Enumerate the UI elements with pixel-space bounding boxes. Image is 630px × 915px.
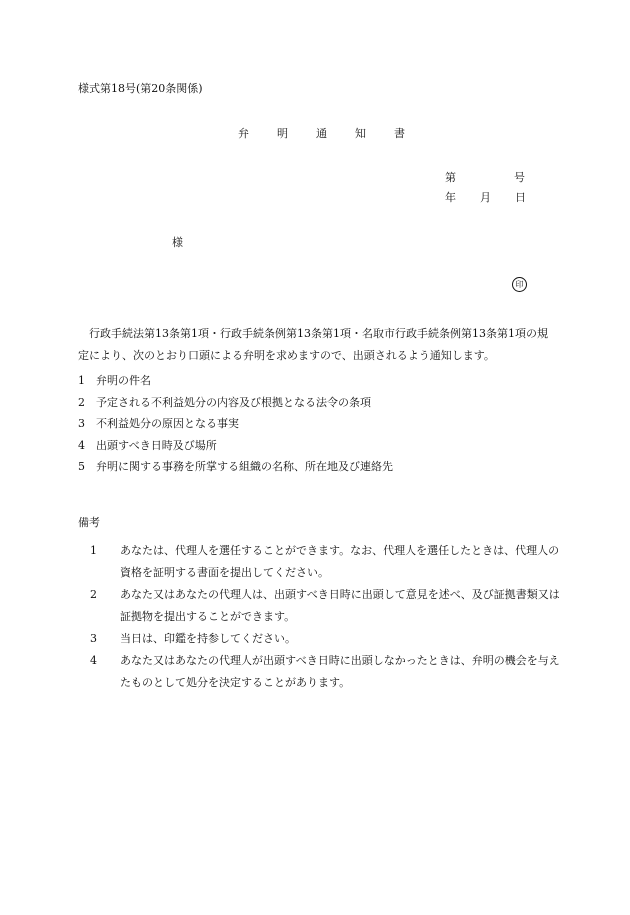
title-char: 弁 xyxy=(238,127,249,140)
title-char: 書 xyxy=(394,127,405,140)
date-month: 月 xyxy=(480,191,491,204)
notes-heading: 備考 xyxy=(78,516,100,529)
document-title xyxy=(238,128,405,139)
list-item: 2 予定される不利益処分の内容及び根拠となる法令の条項 xyxy=(78,395,371,409)
list-item: 3 不利益処分の原因となる事実 xyxy=(78,417,239,430)
notice-body-text: 行政手続法第13条第1項・行政手続条例第13条第1項・名取市行政手続条例第13条第1項の規定により、次のとおり口頭による弁明を求めますので、出頭されるよう通知します。 xyxy=(78,327,548,362)
list-item: 4 出頭すべき日時及び場所 xyxy=(78,438,217,452)
form-number: 様式第18号(第20条関係) xyxy=(78,82,203,95)
list-item: 1 弁明の件名 xyxy=(78,374,151,387)
note-item: 1 あなたは、代理人を選任することができます。なお、代理人を選任したときは、代理人の資格を証明する書面を提出してください。 xyxy=(90,544,560,579)
doc-number-suffix: 号 xyxy=(514,171,525,184)
list-item: 5 弁明に関する事務を所掌する組織の名称、所在地及び連絡先 xyxy=(78,460,393,473)
title-char: 知 xyxy=(355,127,366,140)
document-number xyxy=(445,172,525,183)
title-char: 明 xyxy=(277,127,288,140)
note-item: 2 あなた又はあなたの代理人は、出頭すべき日時に出頭して意見を述べ、及び証拠書類又は証拠物を提出することができます。 xyxy=(90,588,560,623)
date-day: 日 xyxy=(515,191,526,204)
notes-list xyxy=(90,540,560,694)
notice-body xyxy=(78,323,548,367)
note-item: 4 あなた又はあなたの代理人が出頭すべき日時に出頭しなかったときは、弁明の機会を与えたものとして処分を決定することがあります。 xyxy=(90,654,560,689)
note-item: 3 当日は、印鑑を持参してください。 xyxy=(90,632,296,645)
title-char: 通 xyxy=(316,127,327,140)
item-list xyxy=(78,370,393,478)
doc-number-prefix: 第 xyxy=(445,171,456,184)
addressee-suffix: 様 xyxy=(172,236,183,249)
seal-mark: 印 xyxy=(512,277,527,292)
date-year: 年 xyxy=(445,191,456,204)
issue-date xyxy=(445,192,526,203)
